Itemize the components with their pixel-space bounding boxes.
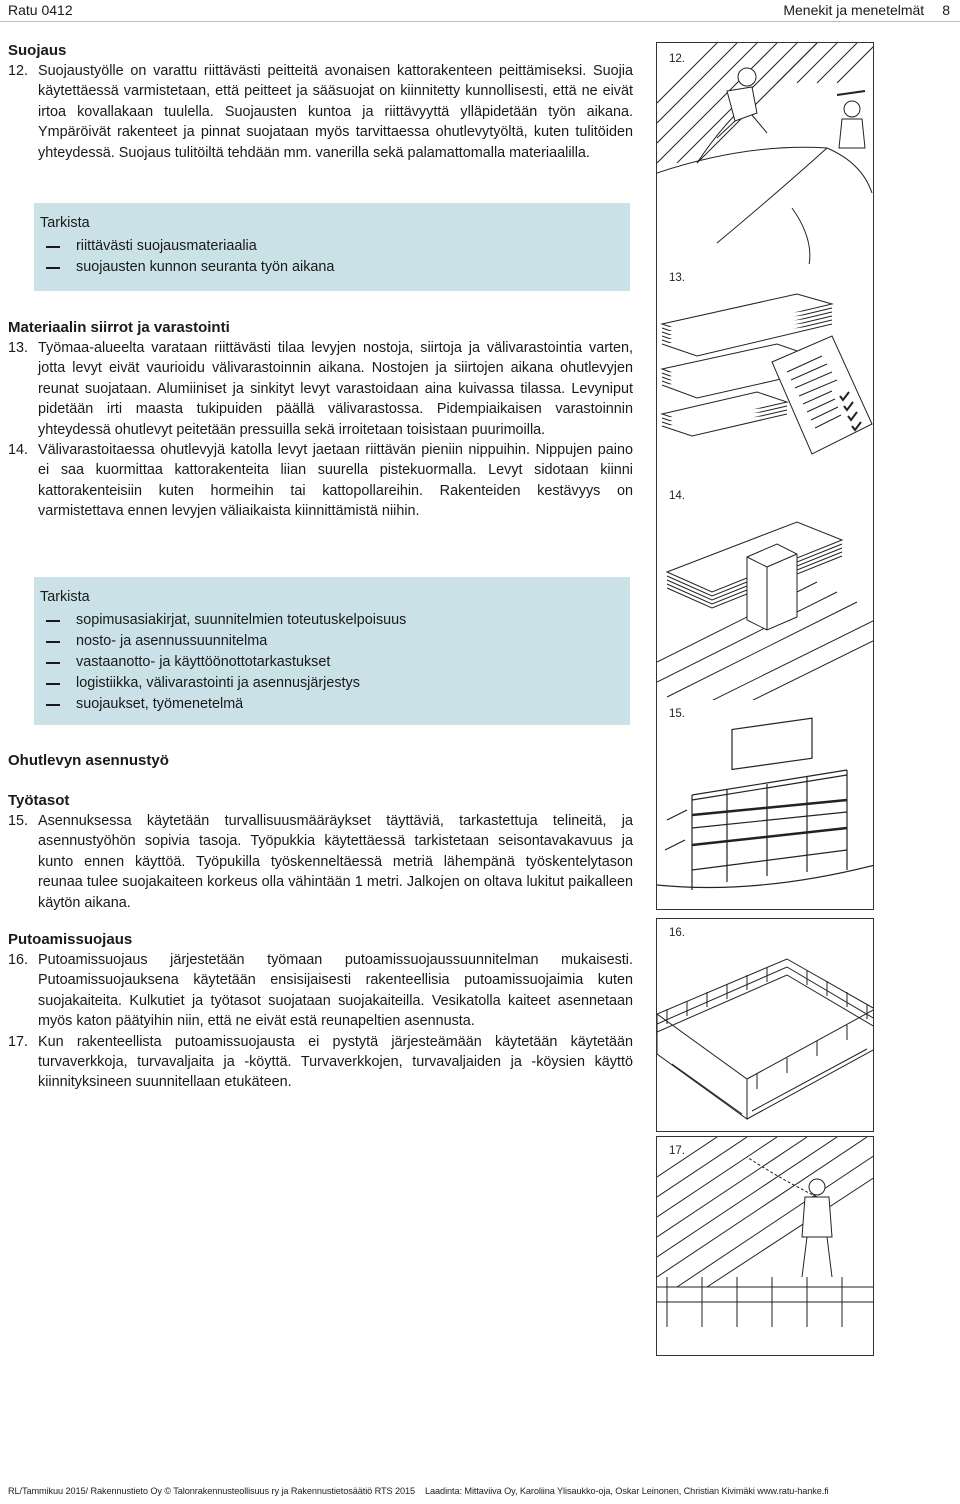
item-12 (8, 61, 633, 163)
item-number: 16. (8, 952, 29, 968)
item-text: Välivarastoitaessa ohutlevyjä katolla levyt jaetaan riittävän pieniin nippuihin. Nippujen paino ei saa kuormittaa kattorakenteita liian suurella pistekuormalla. Levyt sidotaan kiinni kattorakenteisiin kuten hormeihin tai kattopollareihin. Rakenteiden kestävyys on varmistettava ennen levyjen väliaikaista kiinnittämistä niihin. (38, 442, 633, 520)
asennus-title: Ohutlevyn asennustyö (8, 752, 169, 769)
tarp-illustration (657, 43, 874, 298)
item-15 (8, 811, 633, 913)
figure-15-scaffolding (656, 700, 874, 910)
scaffold-illustration (657, 700, 874, 910)
item-14 (8, 440, 633, 522)
header-section (783, 2, 950, 18)
page-header (0, 0, 960, 22)
figure-17-harness-worker (656, 1136, 874, 1356)
section-asennus (8, 751, 633, 771)
figure-16-guardrails (656, 918, 874, 1132)
figure-label: 13. (669, 272, 685, 284)
item-number: 17. (8, 1033, 29, 1050)
section-materiaali (8, 318, 633, 522)
checklist-item: sopimusasiakirjat, suunnitelmien toteutuskelpoisuus (40, 610, 620, 631)
checklist-title: Tarkista (40, 215, 90, 231)
item-13 (8, 338, 633, 440)
item-text: Asennuksessa käytetään turvallisuusmääräykset täyttäviä, tarkastettuja telineitä, ja asennustyöhön sopivia tasoja. Työpukkia käytettäessä tarkistetaan seisontavakavuus ja kunto ennen käyttöä. Työpukilla työskenneltäessä metriä lähempänä työskentelytason reunaa tulee suojakaiteen korkeus olla vähintään 1 metri. Jalkojen on oltava lukitut paikalleen käytön aikana. (38, 813, 633, 911)
item-number: 15. (8, 813, 29, 829)
tyotasot-title: Työtasot (8, 792, 70, 809)
section-suojaus (8, 41, 633, 163)
materiaali-title: Materiaalin siirrot ja varastointi (8, 319, 230, 336)
header-rule (0, 21, 960, 22)
item-number: 14. (8, 442, 29, 459)
figure-12-roof-tarp (656, 42, 874, 298)
item-16 (8, 950, 633, 1032)
figure-label: 17. (669, 1145, 685, 1157)
checklist-item: riittävästi suojausmateriaalia (40, 236, 620, 257)
putoamis-title: Putoamissuojaus (8, 931, 133, 948)
checklist-materiaali (34, 577, 630, 725)
suojaus-title: Suojaus (8, 42, 67, 59)
stacks-illustration (657, 264, 874, 489)
item-text: Työmaa-alueelta varataan riittävästi tilaa levyjen nostoja, siirtoja ja välivarastointia varten, jotta levyt eivät vaurioidu välivarastoinnin aikana. Nostojen ja siirtojen aikana ohutlevyjen reunat suojataan. Alumiiniset ja sinkityt levyt varastoidaan aina kuivassa tilassa. Levyniput pidetään irti maasta tukipuiden päällä välivarastossa. Pidempiaikaisen varastoinnin yhteydessä ohutlevyt peitetään pressuilla sekä irroitetaan toisistaan puurimoilla. (38, 340, 633, 438)
checklist-item: logistiikka, välivarastointi ja asennusjärjestys (40, 673, 620, 694)
footer-credits: Laadinta: Mittaviiva Oy, Karoliina Ylisaukko-oja, Oskar Leinonen, Christian Kivimäki www.ratu-hanke.fi (425, 1486, 829, 1496)
footer-copyright: RL/Tammikuu 2015/ Rakennustieto Oy © Talonrakennusteollisuus ry ja Rakennustietosäätiö RTS 2015 (8, 1486, 416, 1496)
figure-label: 15. (669, 708, 685, 720)
page-footer (8, 1486, 956, 1496)
item-text: Suojaustyölle on varattu riittävästi peitteitä avonaisen kattorakenteen peittämiseksi. Suojia käytettäessä varmistetaan, että peitteet ja sääsuojat on kiinnitetty kunnollisesti, että ne eivät irtoa kovallakaan tuulella. Suojausten kuntoa ja riittävyyttä ylläpidetään työn aikana. Ympäröivät rakenteet ja pinnat suojataan myös tarvittaessa ohutlevytyöltä, kuten tulitöiden yhteydessä. Suojaus tulitöiltä tehdään mm. vanerilla sekä palamattomalla materiaalilla. (38, 63, 633, 161)
bundles-illustration (657, 482, 874, 708)
figure-label: 16. (669, 927, 685, 939)
figure-14-roof-bundles (656, 482, 874, 708)
harness-illustration (657, 1137, 874, 1356)
figure-label: 14. (669, 490, 685, 502)
checklist-title: Tarkista (40, 589, 90, 605)
figure-13-sheet-stacks (656, 264, 874, 489)
guardrail-illustration (657, 919, 874, 1132)
figure-label: 12. (669, 53, 685, 65)
item-number: 12. (8, 63, 29, 79)
section-putoamissuojaus (8, 930, 633, 1093)
checklist-item: vastaanotto- ja käyttöönottotarkastukset (40, 652, 620, 673)
checklist-item: suojaukset, työmenetelmä (40, 694, 620, 715)
item-text: Kun rakenteellista putoamissuojausta ei pystytä järjesteämään käytetään käytetään turvaverkkoja, turvavaljaita ja -köyttä. Turvaverkkojen, turvavaljaiden ja -köysien käyttö kiinnityksineen suunnitellaan etukäteen. (38, 1033, 633, 1091)
checklist-item: nosto- ja asennussuunnitelma (40, 631, 620, 652)
page-number: 8 (942, 2, 950, 18)
section-tyotasot (8, 791, 633, 913)
item-text: Putoamissuojaus järjestetään työmaan putoamissuojaussuunnitelman mukaisesti. Putoamissuojauksena käytetään ensisijaisesti rakenteellisia putoamissuojaimia kuten suojakaiteita. Kulkutiet ja työtasot suojataan suojakaiteilla. Vesikatolla kaiteet asennetaan myös katon päätyihin niin, että ne eivät estä reunapeltien asennusta. (38, 952, 633, 1030)
section-name: Menekit ja menetelmät (783, 2, 925, 18)
checklist-suojaus (34, 203, 630, 291)
checklist-item: suojausten kunnon seuranta työn aikana (40, 257, 620, 278)
doc-code: Ratu 0412 (8, 2, 73, 18)
item-number: 13. (8, 340, 29, 356)
item-17 (8, 1032, 633, 1093)
